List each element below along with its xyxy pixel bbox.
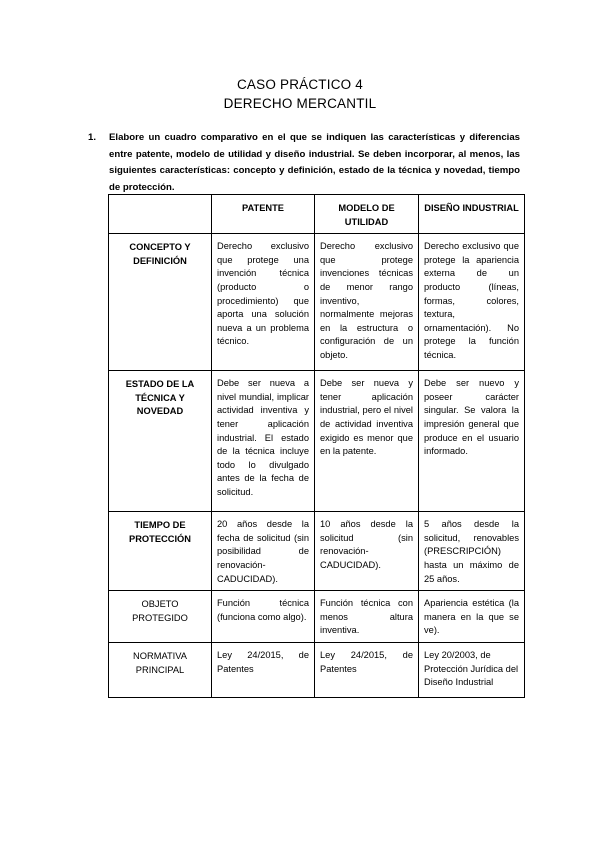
cell-diseno: Apariencia estética (la manera en la que se ve).: [419, 591, 525, 643]
document-title: CASO PRÁCTICO 4: [236, 77, 364, 92]
row-label: CONCEPTO Y DEFINICIÓN: [109, 234, 212, 371]
question-block: [88, 130, 520, 196]
cell-modelo: Derecho exclusivo que protege invenciones técnicas de menor rango inventivo, normalmente mejoras en la estructura o configuración de un objeto.: [315, 234, 419, 371]
cell-patente: Ley 24/2015, de Patentes: [212, 642, 315, 697]
row-label: ESTADO DE LA TÉCNICA Y NOVEDAD: [109, 371, 212, 512]
comparison-table: [108, 194, 525, 698]
cell-patente: Debe ser nueva a nivel mundial, implicar actividad inventiva y tener aplicación industrial. El estado de la técnica incluye todo lo divulgado antes de la fecha de solicitud.: [212, 371, 315, 512]
document-subtitle: DERECHO MERCANTIL: [223, 96, 377, 111]
cell-modelo: 10 años desde la solicitud (sin renovación-CADUCIDAD).: [315, 512, 419, 591]
question-text: Elabore un cuadro comparativo en el que se indiquen las características y diferencias entre patente, modelo de utilidad y diseño industrial. Se deben incorporar, al menos, las siguientes características: concepto y definición, estado de la técnica y novedad, tiempo de protección.: [109, 132, 520, 193]
header-cell-modelo-utilidad: MODELO DE UTILIDAD: [315, 195, 419, 234]
cell-patente: 20 años desde la fecha de solicitud (sin posibilidad de renovación-CADUCIDAD).: [212, 512, 315, 591]
table-row: [109, 642, 525, 697]
row-label: TIEMPO DE PROTECCIÓN: [109, 512, 212, 591]
cell-diseno: Debe ser nuevo y poseer carácter singular. Se valora la impresión general que produce en el usuario informado.: [419, 371, 525, 512]
cell-modelo: Función técnica con menos altura inventiva.: [315, 591, 419, 643]
header-cell-empty: [109, 195, 212, 234]
header-cell-diseno-industrial: DISEÑO INDUSTRIAL: [419, 195, 525, 234]
cell-modelo: Ley 24/2015, de Patentes: [315, 642, 419, 697]
cell-modelo: Debe ser nueva y tener aplicación industrial, pero el nivel de actividad inventiva exigido es menor que en la patente.: [315, 371, 419, 512]
table-row: [109, 234, 525, 371]
table-row: [109, 591, 525, 643]
question-number: 1.: [88, 132, 97, 143]
cell-patente: Derecho exclusivo que protege una invención técnica (producto o procedimiento) que aporta una solución nueva a un problema técnico.: [212, 234, 315, 371]
cell-diseno: Ley 20/2003, de Protección Jurídica del Diseño Industrial: [419, 642, 525, 697]
cell-diseno: 5 años desde la solicitud, renovables (PRESCRIPCIÓN) hasta un máximo de 25 años.: [419, 512, 525, 591]
row-label: NORMATIVA PRINCIPAL: [109, 642, 212, 697]
row-label: OBJETO PROTEGIDO: [109, 591, 212, 643]
cell-patente: Función técnica (funciona como algo).: [212, 591, 315, 643]
header-cell-patente: PATENTE: [212, 195, 315, 234]
table-row: [109, 371, 525, 512]
table-header-row: [109, 195, 525, 234]
cell-diseno: Derecho exclusivo que protege la apariencia externa de un producto (líneas, formas, colores, textura, ornamentación). No protege la función técnica.: [419, 234, 525, 371]
table-row: [109, 512, 525, 591]
